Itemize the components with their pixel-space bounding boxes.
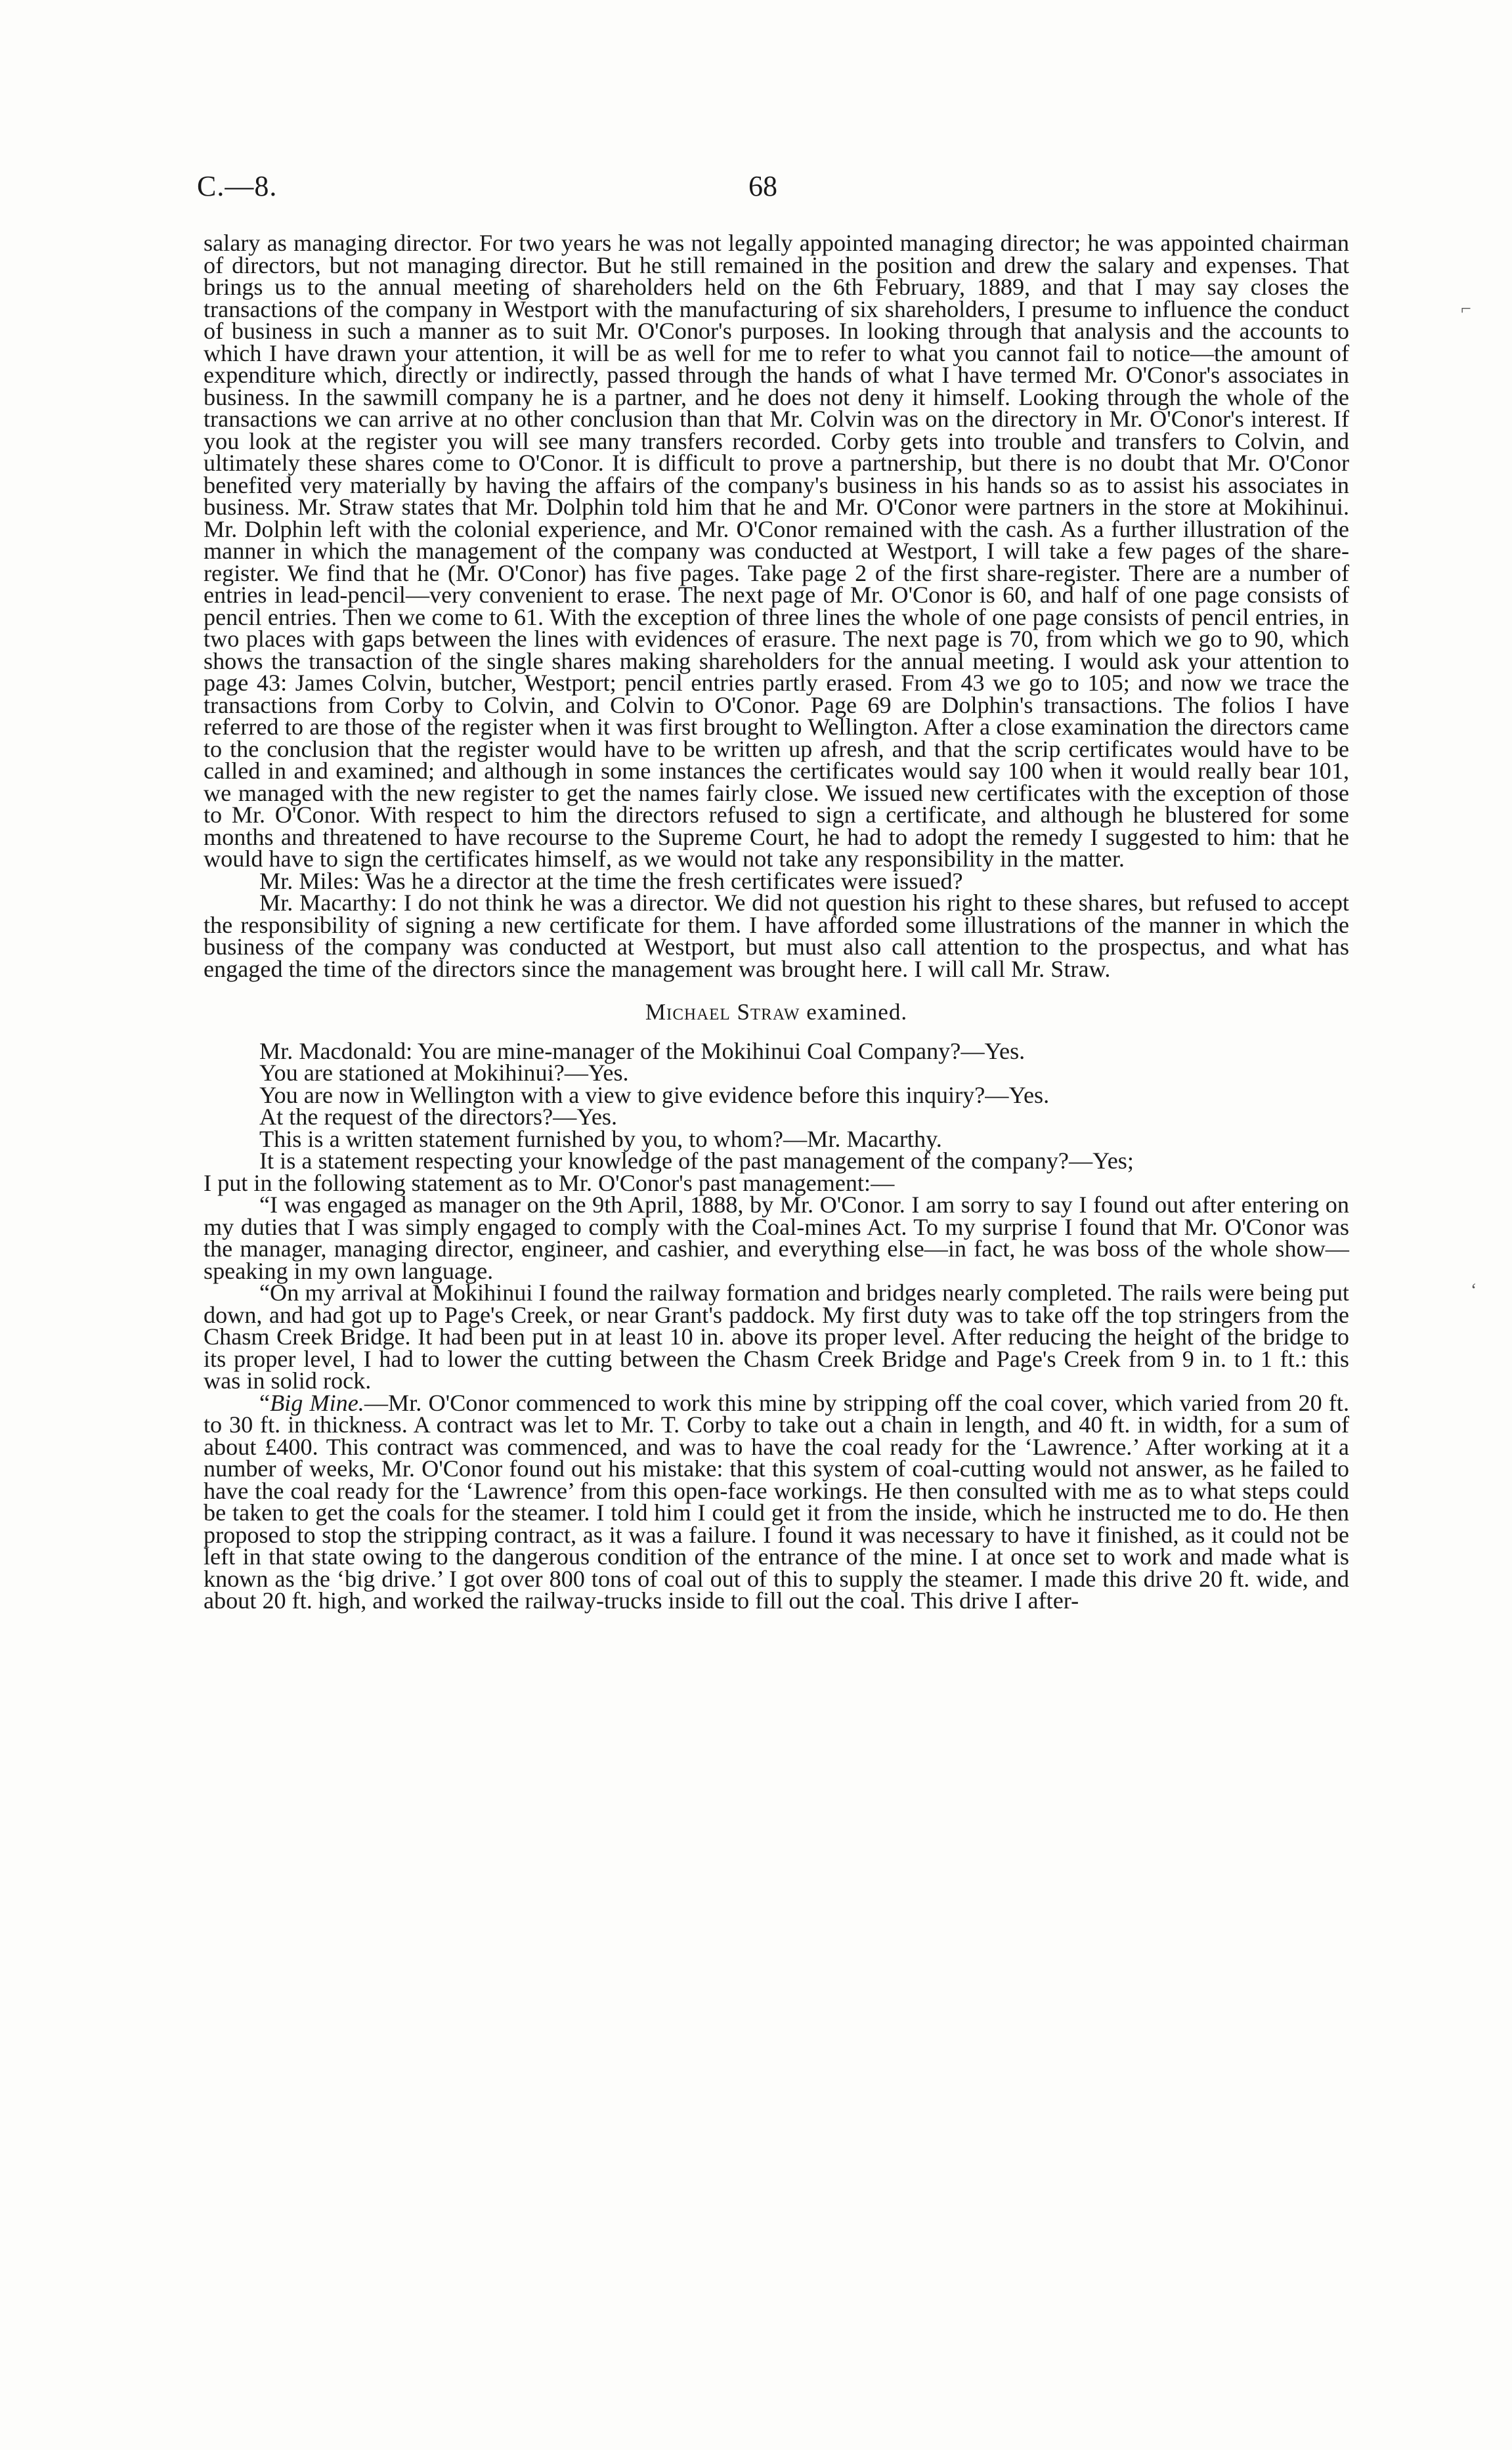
open-quote: “: [259, 1389, 270, 1416]
big-mine-text: —Mr. O'Conor commenced to work this mine by stripping off the coal cover, which varied from 20 ft. to 30 ft. in thickness. A contract was let to Mr. T. Corby to take out a chain in length, and 40 ft. in width, for a sum of about £400. This contract was commenced, and was to have the coal ready for the ‘Lawrence.’ After working at it a number of weeks, Mr. O'Conor found out his mistake: that this system of coal-cutting would not answer, as he failed to have the coal ready for the ‘Lawrence’ from this open-face workings. He then consulted with me as to what steps could be taken to get the coals for the steamer. I told him I could get it from the inside, which he instructed me to do. He then proposed to stop the stripping contract, as it was a failure. I found it was necessary to have it finished, as it could not be left in that state owing to the dangerous condition of the entrance of the mine. I at once set to work and made what is known as the ‘big drive.’ I got over 800 tons of coal out of this to supply the steamer. I made this drive 20 ft. wide, and about 20 ft. high, and worked the railway-trucks inside to fill out the coal. This drive I after-: [204, 1389, 1350, 1614]
paragraph-continuation: salary as managing director. For two years he was not legally appointed managing director; he was appointed chairman of directors, but not managing director. But he still remained in the position and drew the salary and expenses. That brings us to the annual meeting of shareholders held on the 6th February, 1889, and that I may say closes the transactions of the company in Westport with the manufacturing of six shareholders, I presume to influence the conduct of business in such a manner as to suit Mr. O'Conor's purposes. In looking through that analysis and the accounts to which I have drawn your attention, it will be as well for me to refer to what you cannot fail to notice—the amount of expenditure which, directly or indirectly, passed through the hands of what I have termed Mr. O'Conor's associates in business. In the sawmill company he is a partner, and he does not deny it himself. Looking through the whole of the transactions we can arrive at no other conclusion than that Mr. Colvin was on the directory in Mr. O'Conor's interest. If you look at the register you will see many transfers recorded. Corby gets into trouble and transfers to Colvin, and ultimately these shares come to O'Conor. It is difficult to prove a partnership, but there is no doubt that Mr. O'Conor benefited very materially by having the affairs of the company's business in his hands so as to assist his associates in business. Mr. Straw states that Mr. Dolphin told him that he and Mr. O'Conor were partners in the store at Mokihinui. Mr. Dolphin left with the colonial experience, and Mr. O'Conor remained with the cash. As a further illustration of the manner in which the management of the company was conducted at Westport, I will take a few pages of the share-register. We find that he (Mr. O'Conor) has five pages. Take page 2 of the first share-register. There are a number of entries in lead-pencil—very convenient to erase. The next page of Mr. O'Conor is 60, and half of one page consists of pencil entries. Then we come to 61. With the exception of three lines the whole of one page consists of pencil entries, in two places with gaps between the lines with evidences of erasure. The next page is 70, from which we go to 90, which shows the transaction of the single shares making shareholders for the annual meeting. I would ask your attention to page 43: James Colvin, butcher, Westport; pencil entries partly erased. From 43 we go to 105; and now we trace the transactions from Corby to Colvin, and Colvin to O'Conor. Page 69 are Dolphin's transactions. The folios I have referred to are those of the register when it was first brought to Wellington. After a close examination the directors came to the conclusion that the register would have to be written up afresh, and that the scrip certificates would have to be called in and examined; and although in some instances the certificates would say 100 when it would really bear 101, we managed with the new register to get the names fairly close. We issued new certificates with the exception of those to Mr. O'Conor. With respect to him the directors refused to sign a certificate, and although he blustered for some months and threatened to have recourse to the Supreme Court, he had to adopt the remedy I suggested to him: that he would have to sign the certificates himself, as we would not take any responsibility in the matter.: [204, 230, 1349, 872]
examination-line: It is a statement respecting your knowledge of the past management of the company?—Yes;: [259, 1148, 1134, 1174]
big-mine-title: Big Mine.: [270, 1389, 364, 1416]
margin-tick-mark: ⌐: [1461, 299, 1471, 319]
statement-intro: I put in the following statement as to Mr. O'Conor's past management:—: [204, 1169, 895, 1196]
witness-status: examined.: [806, 999, 908, 1025]
examination-line: At the request of the directors?—Yes.: [259, 1104, 618, 1130]
witness-name: Michael Straw: [645, 999, 800, 1025]
paragraph-miles-question: Mr. Miles: Was he a director at the time the fresh certificates were issued?: [259, 867, 963, 894]
examination-line: Mr. Macdonald: You are mine-manager of the Mokihinui Coal Company?—Yes.: [259, 1037, 1026, 1064]
margin-tick-mark: ‘: [1471, 1280, 1477, 1300]
paragraph-macarthy-answer: Mr. Macarthy: I do not think he was a director. We did not question his right to these shares, but refused to accept the responsibility of signing a new certificate for them. I have afforded some illustrations of the manner in which the business of the company was conducted at Westport, but must also call attention to the prospectus, and what has engaged the time of the directors since the management was brought here. I will call Mr. Straw.: [204, 890, 1349, 982]
document-reference: C.—8.: [197, 170, 278, 202]
page-header: [197, 169, 1352, 209]
page-number: 68: [748, 170, 777, 202]
examination-line: This is a written statement furnished by you, to whom?—Mr. Macarthy.: [259, 1125, 942, 1152]
section-heading: [204, 1001, 1349, 1023]
examination-line: You are stationed at Mokihinui?—Yes.: [259, 1060, 629, 1086]
statement-paragraph-big-mine: [204, 1389, 1350, 1614]
statement-paragraph: “On my arrival at Mokihinui I found the railway formation and bridges nearly completed. The rails were being put down, and had got up to Page's Creek, or near Grant's paddock. My first duty was to take off the top stringers from the Chasm Creek Bridge. It had been put in at least 10 in. above its proper level. After reducing the height of the bridge to its proper level, I had to lower the cutting between the Chasm Creek Bridge and Page's Creek from 9 in. to 1 ft.: this was in solid rock.: [204, 1279, 1349, 1394]
examination-line: You are now in Wellington with a view to give evidence before this inquiry?—Yes.: [259, 1081, 1050, 1108]
statement-paragraph: “I was engaged as manager on the 9th April, 1888, by Mr. O'Conor. I am sorry to say I found out after entering on my duties that I was simply engaged to comply with the Coal-mines Act. To my surprise I found that Mr. O'Conor was the manager, managing director, engineer, and cashier, and everything else—in fact, he was boss of the whole show—speaking in my own language.: [204, 1192, 1349, 1284]
body-text: [204, 232, 1349, 1612]
